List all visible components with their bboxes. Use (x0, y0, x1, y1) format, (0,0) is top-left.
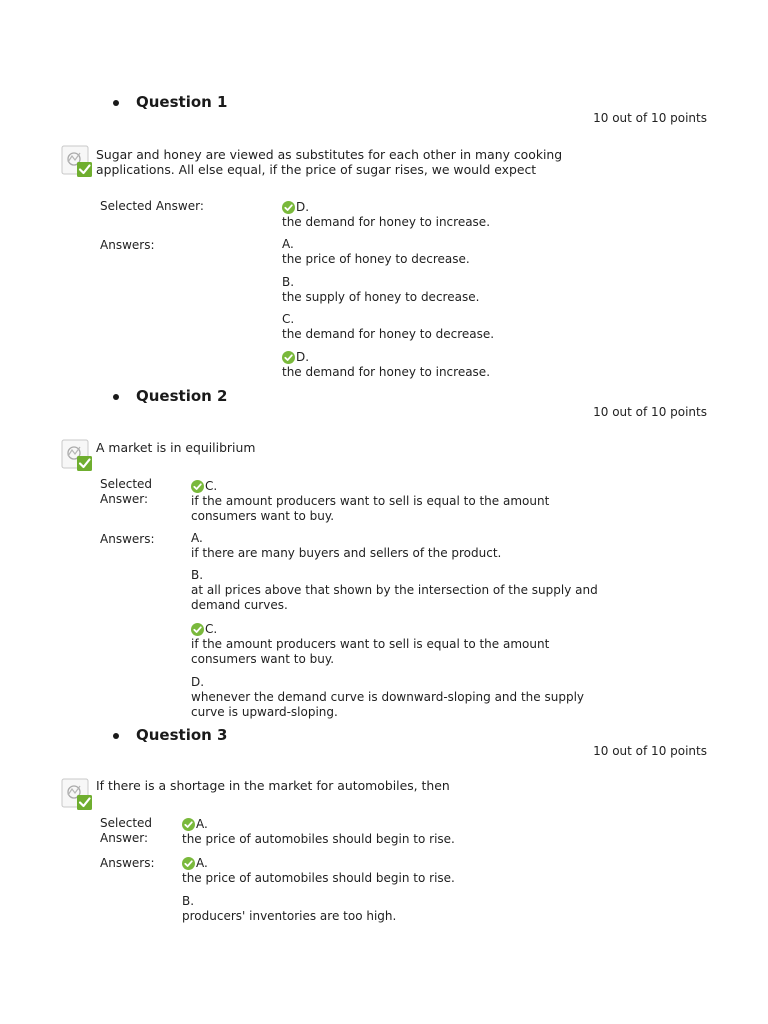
answer-option-correct (282, 350, 490, 380)
question-text-line: applications. All else equal, if the price of sugar rises, we would expect (96, 162, 537, 177)
answer-text: producers' inventories are too high. (182, 909, 397, 923)
green-check-icon (191, 623, 204, 636)
question-text: A market is in equilibrium (96, 440, 256, 455)
answers-label: Answers: (100, 238, 155, 252)
answer-letter: C. (205, 479, 218, 493)
answer-option (191, 531, 501, 561)
graded-correct-icon (61, 439, 94, 472)
answers-label: Answers: (100, 856, 155, 870)
points-score: 10 out of 10 points (593, 405, 707, 419)
selected-answer (191, 479, 549, 524)
selected-answer (282, 200, 490, 230)
selected-label-line: Answer: (100, 830, 149, 845)
answer-letter: D. (191, 675, 205, 689)
bullet (113, 394, 119, 400)
answer-option-correct (182, 856, 455, 886)
answer-option (182, 894, 396, 924)
answer-option (282, 237, 470, 267)
graded-correct-icon (61, 778, 94, 811)
answers-label: Answers: (100, 532, 155, 546)
answer-text: the price of automobiles should begin to rise. (182, 832, 455, 846)
green-check-icon (182, 818, 195, 831)
answer-text: the price of honey to decrease. (282, 252, 470, 266)
points-score: 10 out of 10 points (593, 111, 707, 125)
answer-text: the demand for honey to decrease. (282, 327, 495, 341)
answer-text: consumers want to buy. (191, 652, 335, 666)
answer-text: if the amount producers want to sell is equal to the amount (191, 637, 550, 651)
selected-answer-label (100, 816, 152, 845)
selected-label-line: Answer: (100, 491, 149, 506)
selected-label-line: Selected (100, 477, 153, 491)
answer-text: consumers want to buy. (191, 509, 335, 523)
answer-text: demand curves. (191, 598, 288, 612)
answer-letter: D. (296, 200, 310, 214)
answer-letter: A. (191, 531, 203, 545)
answer-text: if there are many buyers and sellers of the product. (191, 546, 502, 560)
answer-option (282, 312, 494, 342)
answer-text: the price of automobiles should begin to rise. (182, 871, 455, 885)
answer-letter: B. (282, 275, 295, 289)
answer-text: curve is upward-sloping. (191, 705, 338, 719)
answer-letter: A. (196, 817, 208, 831)
selected-answer-label (100, 477, 152, 506)
answer-text: at all prices above that shown by the intersection of the supply and (191, 583, 598, 597)
bullet (113, 733, 119, 739)
question-title: Question 1 (136, 93, 228, 111)
selected-label-line: Selected (100, 816, 153, 830)
answer-letter: D. (296, 350, 310, 364)
answer-option (191, 568, 598, 613)
green-check-icon (191, 480, 204, 493)
question-title: Question 2 (136, 387, 228, 405)
answer-option (282, 275, 479, 305)
answer-letter: B. (191, 568, 204, 582)
answer-letter: C. (205, 622, 218, 636)
points-score: 10 out of 10 points (593, 744, 707, 758)
bullet (113, 100, 119, 106)
selected-answer (182, 817, 455, 847)
green-check-icon (282, 351, 295, 364)
answer-text: whenever the demand curve is downward-sloping and the supply (191, 690, 585, 704)
selected-answer-label: Selected Answer: (100, 199, 204, 213)
answer-letter: A. (196, 856, 208, 870)
question-text (96, 147, 562, 177)
question-text: If there is a shortage in the market for automobiles, then (96, 778, 450, 793)
graded-correct-icon (61, 145, 94, 178)
answer-text: the supply of honey to decrease. (282, 290, 480, 304)
green-check-icon (182, 857, 195, 870)
answer-text: if the amount producers want to sell is equal to the amount (191, 494, 550, 508)
question-title: Question 3 (136, 726, 228, 744)
answer-letter: B. (182, 894, 195, 908)
answer-option (191, 675, 584, 720)
answer-letter: A. (282, 237, 294, 251)
answer-letter: C. (282, 312, 295, 326)
question-text-line: Sugar and honey are viewed as substitutes for each other in many cooking (96, 147, 563, 162)
answer-text: the demand for honey to increase. (282, 365, 491, 379)
green-check-icon (282, 201, 295, 214)
answer-text: the demand for honey to increase. (282, 215, 491, 229)
answer-option-correct (191, 622, 549, 667)
